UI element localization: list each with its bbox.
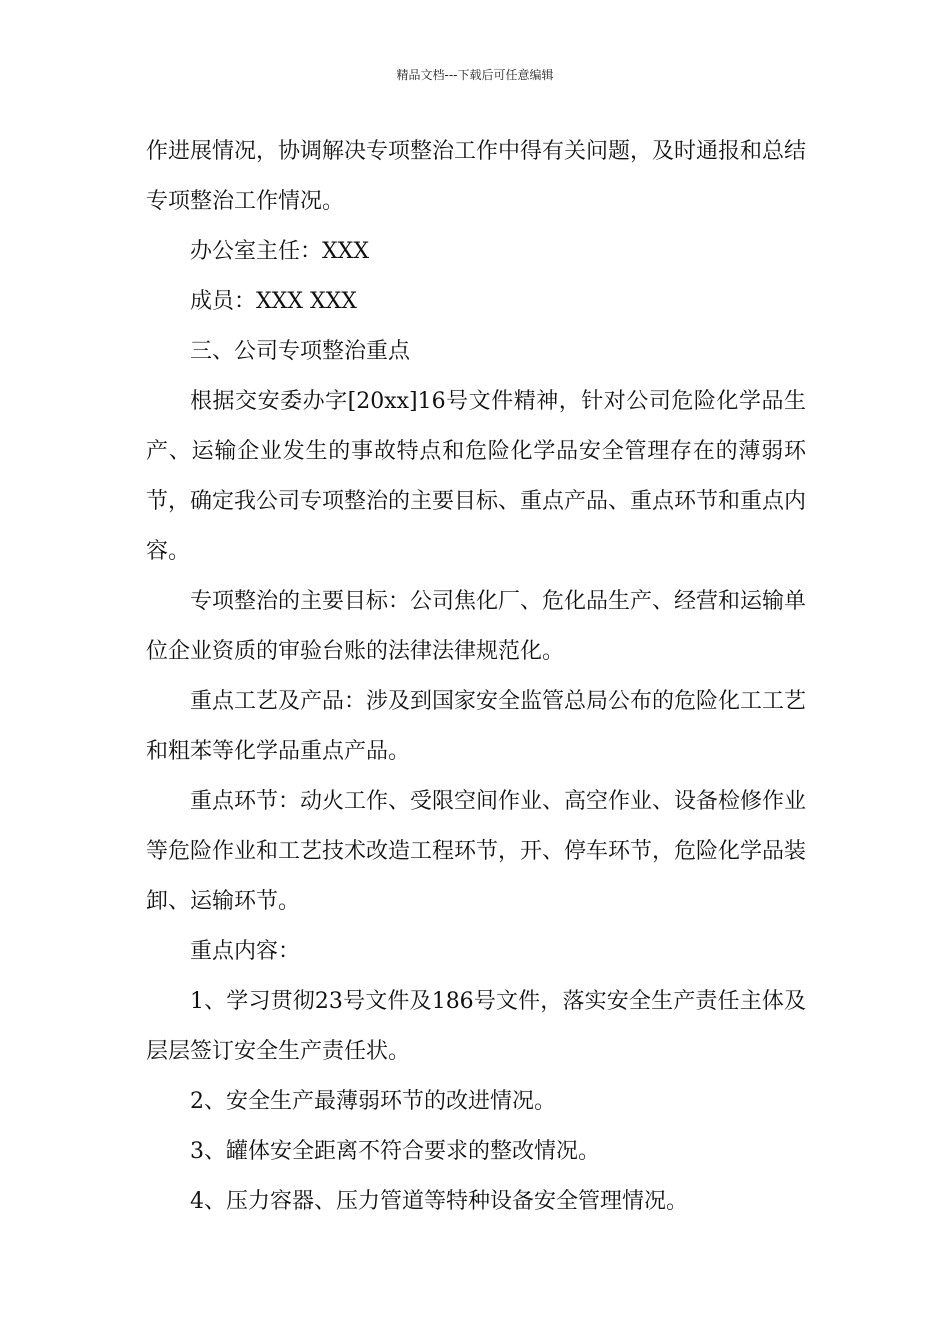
list-item-4: 4、压力容器、压力管道等特种设备安全管理情况。: [190, 1189, 688, 1214]
paragraph-members: 成员：XXX XXX: [190, 289, 357, 314]
paragraph-office-director: 办公室主任：XXX: [190, 239, 369, 264]
paragraph-basis: 根据交安委办字[20xx]16号文件精神，针对公司危险化学品生产、运输企业发生的事故特点和危险化学品安全管理存在的薄弱环节，确定我公司专项整治的主要目标、重点产品、重点环节和重点内容。: [146, 389, 807, 564]
list-item-3: 3、罐体安全距离不符合要求的整改情况。: [190, 1139, 600, 1164]
list-item-1: 1、学习贯彻23号文件及186号文件，落实安全生产责任主体及层层签订安全生产责任状。: [146, 989, 806, 1064]
paragraph-key-links: 重点环节：动火工作、受限空间作业、高空作业、设备检修作业等危险作业和工艺技术改造工程环节，开、停车环节，危险化学品装卸、运输环节。: [146, 789, 807, 914]
paragraph-continuation: 作进展情况，协调解决专项整治工作中得有关问题，及时通报和总结专项整治工作情况。: [146, 139, 807, 214]
paragraph-main-goal: 专项整治的主要目标：公司焦化厂、危化品生产、经营和运输单位企业资质的审验台账的法律法律规范化。: [146, 589, 807, 664]
page-header: 精品文档---下载后可任意编辑: [396, 68, 554, 82]
paragraph-key-process: 重点工艺及产品：涉及到国家安全监管总局公布的危险化工工艺和粗苯等化学品重点产品。: [146, 689, 807, 764]
list-item-2: 2、安全生产最薄弱环节的改进情况。: [190, 1089, 556, 1114]
section-heading-3: 三、公司专项整治重点: [190, 339, 411, 364]
paragraph-key-content-heading: 重点内容：: [190, 939, 301, 964]
document-body: [146, 127, 806, 1227]
